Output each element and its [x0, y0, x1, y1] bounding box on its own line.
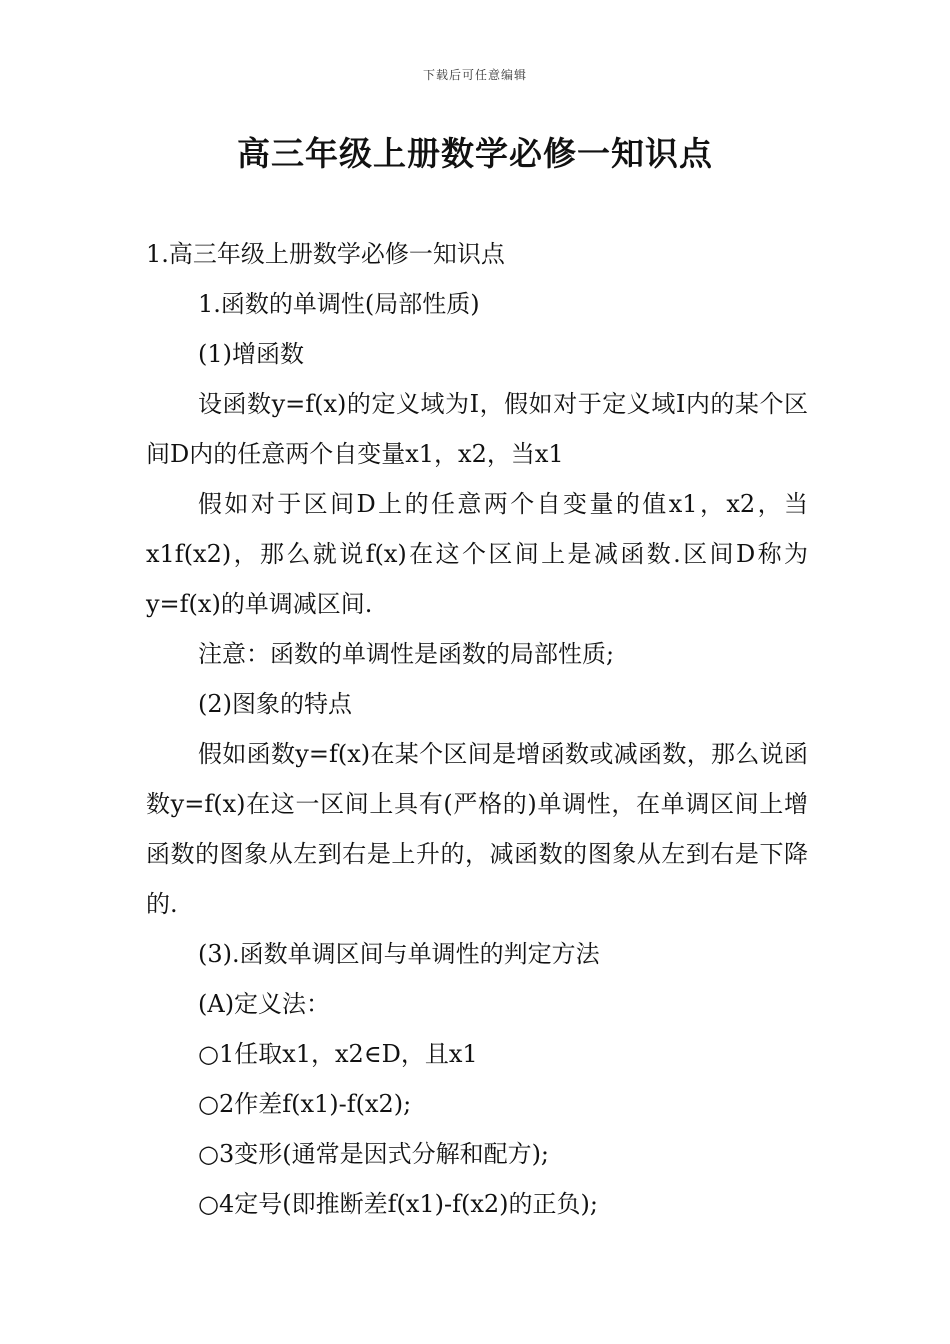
- paragraph-monotonicity-heading: 1.函数的单调性(局部性质): [198, 290, 480, 318]
- paragraph-note: 注意：函数的单调性是函数的局部性质;: [198, 640, 615, 668]
- document-title: 高三年级上册数学必修一知识点: [237, 134, 713, 173]
- paragraph-section-heading: 1.高三年级上册数学必修一知识点: [146, 240, 505, 268]
- header-note: 下载后可任意编辑: [422, 68, 527, 82]
- list-item-step-3: ○3变形(通常是因式分解和配方);: [198, 1140, 550, 1168]
- document-body: [146, 229, 808, 1229]
- list-item-step-1: ○1任取x1，x2∈D，且x1: [198, 1040, 478, 1068]
- paragraph-determination-methods: (3).函数单调区间与单调性的判定方法: [198, 940, 600, 968]
- list-item-step-4: ○4定号(即推断差f(x1)-f(x2)的正负);: [198, 1190, 598, 1218]
- paragraph-increasing-definition: 设函数y=f(x)的定义域为I，假如对于定义域I内的某个区间D内的任意两个自变量x1，x2，当x1: [146, 390, 808, 468]
- paragraph-decreasing-definition: 假如对于区间D上的任意两个自变量的值x1，x2，当x1f(x2)，那么就说f(x)在这个区间上是减函数.区间D称为y=f(x)的单调减区间.: [146, 490, 808, 618]
- list-item-step-2: ○2作差f(x1)-f(x2);: [198, 1090, 412, 1118]
- paragraph-increasing-function: (1)增函数: [198, 340, 304, 368]
- paragraph-graph-features: 假如函数y=f(x)在某个区间是增函数或减函数，那么说函数y=f(x)在这一区间上具有(严格的)单调性，在单调区间上增函数的图象从左到右是上升的，减函数的图象从左到右是下降的.: [146, 740, 808, 918]
- paragraph-graph-features-heading: (2)图象的特点: [198, 690, 352, 718]
- paragraph-definition-method: (A)定义法：: [198, 990, 331, 1018]
